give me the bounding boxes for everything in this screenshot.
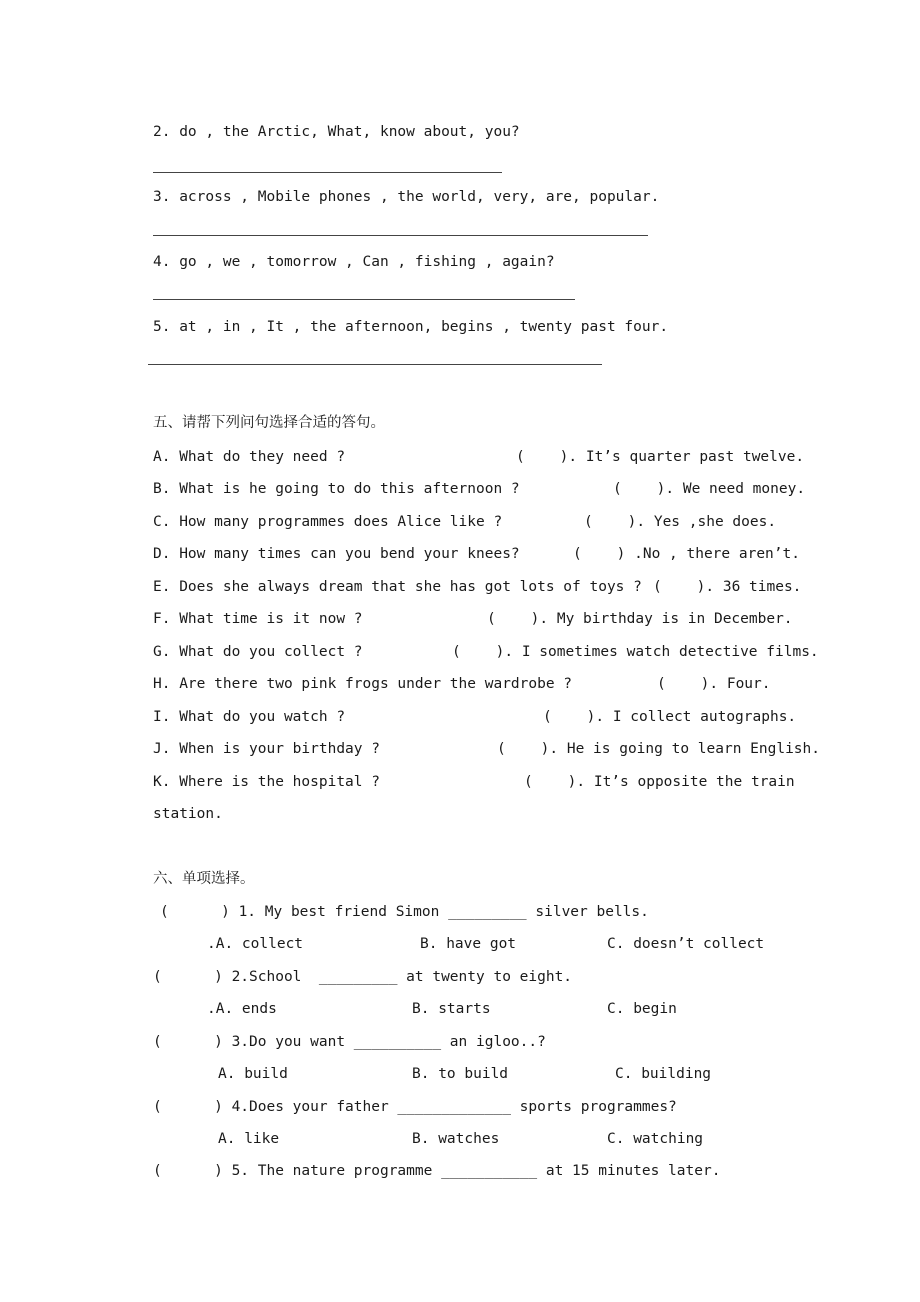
- s4-answer-line-4: [153, 299, 575, 300]
- s5-answer-e: ( ). 36 times.: [653, 579, 802, 595]
- s5-question-j: J. When is your birthday ?: [153, 741, 380, 757]
- s5-question-e: E. Does she always dream that she has got lots of toys ?: [153, 579, 642, 595]
- s5-question-d: D. How many times can you bend your knees?: [153, 546, 520, 562]
- s6-question-5: ( ) 5. The nature programme ___________ at 15 minutes later.: [153, 1163, 721, 1179]
- s6-q1-option-b: B. have got: [420, 936, 517, 952]
- s5-answer-i: ( ). I collect autographs.: [543, 709, 797, 725]
- s4-answer-line-3: [153, 235, 648, 236]
- s6-question-3: ( ) 3.Do you want __________ an igloo..?: [153, 1034, 546, 1050]
- s5-answer-g: ( ). I sometimes watch detective films.: [452, 644, 819, 660]
- s4-item-3: 3. across , Mobile phones , the world, very, are, popular.: [153, 189, 660, 205]
- s5-answer-c: ( ). Yes ,she does.: [584, 514, 777, 530]
- s4-answer-line-5: [148, 364, 602, 365]
- s4-item-2: 2. do , the Arctic, What, know about, you?: [153, 124, 520, 140]
- s5-answer-h: ( ). Four.: [657, 676, 771, 692]
- s5-answer-a: ( ). It’s quarter past twelve.: [516, 449, 805, 465]
- s6-q3-option-a: A. build: [218, 1066, 288, 1082]
- s5-question-b: B. What is he going to do this afternoon ?: [153, 481, 520, 497]
- s6-q4-option-a: A. like: [218, 1131, 280, 1147]
- s5-answer-k: ( ). It’s opposite the train: [524, 774, 795, 790]
- s6-q2-option-c: C. begin: [607, 1001, 677, 1017]
- s6-q3-option-c: C. building: [615, 1066, 712, 1082]
- s6-q1-option-c: C. doesn’t collect: [607, 936, 765, 952]
- s5-question-k: K. Where is the hospital ?: [153, 774, 380, 790]
- s5-answer-j: ( ). He is going to learn English.: [497, 741, 821, 757]
- s5-question-g: G. What do you collect ?: [153, 644, 363, 660]
- s5-answer-d: ( ) .No , there aren’t.: [573, 546, 800, 562]
- s6-q2-option-a: .A. ends: [207, 1001, 277, 1017]
- s6-question-4: ( ) 4.Does your father _____________ sports programmes?: [153, 1099, 677, 1115]
- s4-item-5: 5. at , in , It , the afternoon, begins , twenty past four.: [153, 319, 669, 335]
- s5-answer-b: ( ). We need money.: [613, 481, 806, 497]
- s5-question-c: C. How many programmes does Alice like ?: [153, 514, 503, 530]
- s4-item-4: 4. go , we , tomorrow , Can , fishing , again?: [153, 254, 555, 270]
- s6-question-1: ( ) 1. My best friend Simon _________ silver bells.: [160, 904, 649, 920]
- s6-heading: 六、单项选择。: [153, 871, 255, 887]
- s5-answer-f: ( ). My birthday is in December.: [487, 611, 793, 627]
- s5-answer-k-continuation: station.: [153, 806, 223, 822]
- s6-q4-option-b: B. watches: [412, 1131, 500, 1147]
- s5-question-h: H. Are there two pink frogs under the wardrobe ?: [153, 676, 573, 692]
- s6-q1-option-a: .A. collect: [207, 936, 304, 952]
- s5-question-i: I. What do you watch ?: [153, 709, 346, 725]
- s6-question-2: ( ) 2.School _________ at twenty to eight.: [153, 969, 573, 985]
- s5-heading: 五、请帮下列问句选择合适的答句。: [153, 415, 385, 431]
- s5-question-f: F. What time is it now ?: [153, 611, 363, 627]
- s4-answer-line-2: [153, 172, 502, 173]
- s5-question-a: A. What do they need ?: [153, 449, 346, 465]
- s6-q2-option-b: B. starts: [412, 1001, 491, 1017]
- s6-q3-option-b: B. to build: [412, 1066, 509, 1082]
- s6-q4-option-c: C. watching: [607, 1131, 704, 1147]
